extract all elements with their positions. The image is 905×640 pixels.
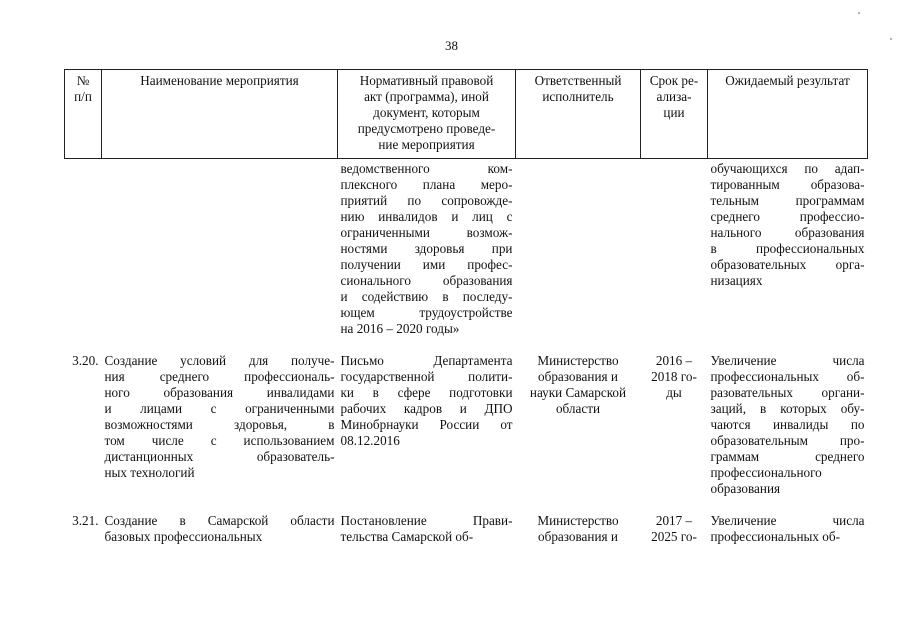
text-line: тельным программам bbox=[710, 193, 865, 208]
text-line: приятий по сопровожде- bbox=[340, 193, 513, 208]
text-line: предусмотрено проведе- bbox=[357, 121, 496, 136]
header-executor bbox=[516, 70, 641, 159]
measures-table bbox=[64, 69, 868, 545]
header-event-name bbox=[102, 70, 338, 159]
text-line: обучающихся по адап- bbox=[710, 161, 865, 176]
text-line: Увеличение числа bbox=[710, 353, 865, 368]
text-line: ния среднего профессиональ- bbox=[104, 369, 335, 384]
text-line: Ответственный bbox=[534, 73, 622, 88]
table-row bbox=[65, 513, 868, 545]
text-line: сионального образования bbox=[340, 273, 513, 288]
text-line: документ, которым bbox=[373, 105, 480, 120]
row-result bbox=[708, 513, 868, 545]
text-line: плексного плана меро- bbox=[340, 177, 513, 192]
row-event-name bbox=[102, 353, 338, 513]
text-line: граммам среднего bbox=[710, 449, 865, 464]
text-line: профессиональных об- bbox=[710, 529, 840, 544]
text-line: 2025 го- bbox=[651, 529, 697, 544]
row-number: 3.21. bbox=[72, 513, 99, 528]
text-line: ограниченными возмож- bbox=[340, 225, 513, 240]
text-line: ции bbox=[663, 105, 685, 120]
header-legal-act bbox=[338, 70, 516, 159]
text-line: низациях bbox=[710, 273, 763, 288]
row-event-name bbox=[102, 513, 338, 545]
header-result bbox=[708, 70, 868, 159]
text-line: среднего профессио- bbox=[710, 209, 865, 224]
row-term bbox=[641, 159, 708, 354]
text-line: Ожидаемый результат bbox=[725, 73, 850, 88]
text-line: ведомственного ком- bbox=[340, 161, 513, 176]
text-line: ностями здоровья при bbox=[340, 241, 513, 256]
text-line: и содействию в последу- bbox=[340, 289, 513, 304]
row-term bbox=[641, 353, 708, 513]
text-line: Постановление Прави- bbox=[340, 513, 513, 528]
text-line: нию инвалидов и лиц с bbox=[340, 209, 513, 224]
text-line: тированным образова- bbox=[710, 177, 865, 192]
row-number: 3.20. bbox=[72, 353, 99, 368]
text-line: образовательных орга- bbox=[710, 257, 865, 272]
text-line: чаются инвалиды по bbox=[710, 417, 865, 432]
text-line: и лицами с ограниченными bbox=[104, 401, 335, 416]
header-term bbox=[641, 70, 708, 159]
text-line: том числе с использованием bbox=[104, 433, 335, 448]
table-row bbox=[65, 159, 868, 354]
table-row bbox=[65, 353, 868, 513]
text-line: области bbox=[555, 401, 601, 416]
row-event-name bbox=[102, 159, 338, 354]
scan-speck bbox=[890, 38, 892, 40]
row-executor bbox=[516, 513, 641, 545]
text-line: образования bbox=[710, 481, 781, 496]
row-result bbox=[708, 353, 868, 513]
text-line: науки Самарской bbox=[529, 385, 627, 400]
row-number bbox=[65, 159, 102, 354]
text-line: Министерство bbox=[537, 513, 619, 528]
text-line: ды bbox=[666, 385, 682, 400]
row-legal-act bbox=[338, 353, 516, 513]
header-number bbox=[65, 70, 102, 159]
text-line: 2018 го- bbox=[651, 369, 697, 384]
text-line: базовых профессиональных bbox=[104, 529, 263, 544]
text-line: 2017 – bbox=[655, 513, 693, 528]
text-line: нального образования bbox=[710, 225, 865, 240]
text-line: Минобрнауки России от bbox=[340, 417, 513, 432]
text-line: Увеличение числа bbox=[710, 513, 865, 528]
text-line: № bbox=[76, 73, 90, 88]
text-line: образования и bbox=[538, 369, 618, 384]
text-line: ки в сфере подготовки bbox=[340, 385, 513, 400]
text-line: государственной полити- bbox=[340, 369, 513, 384]
text-line: профессионального bbox=[710, 465, 822, 480]
text-line: возможностями здоровья, в bbox=[104, 417, 335, 432]
row-legal-act bbox=[338, 513, 516, 545]
text-line: п/п bbox=[74, 89, 92, 104]
text-line: образования и bbox=[538, 529, 618, 544]
text-line: Письмо Департамента bbox=[340, 353, 513, 368]
text-line: дистанционных образователь- bbox=[104, 449, 335, 464]
text-line: в профессиональных bbox=[710, 241, 865, 256]
text-line: ных технологий bbox=[104, 465, 195, 480]
text-line: получении ими профес- bbox=[340, 257, 513, 272]
row-executor bbox=[516, 159, 641, 354]
text-line: акт (программа), иной bbox=[364, 89, 489, 104]
row-executor bbox=[516, 353, 641, 513]
text-line: тельства Самарской об- bbox=[340, 529, 474, 544]
text-line: ние мероприятия bbox=[378, 137, 475, 152]
text-line: профессиональных об- bbox=[710, 369, 865, 384]
text-line: Создание условий для получе- bbox=[104, 353, 335, 368]
text-line: Нормативный правовой bbox=[359, 73, 494, 88]
text-line: заций, в которых обу- bbox=[710, 401, 865, 416]
row-result bbox=[708, 159, 868, 354]
text-line: ного образования инвалидами bbox=[104, 385, 335, 400]
scan-speck bbox=[858, 12, 860, 14]
text-line: 08.12.2016 bbox=[340, 433, 400, 448]
text-line: Срок ре- bbox=[649, 73, 699, 88]
text-line: ализа- bbox=[656, 89, 692, 104]
row-legal-act bbox=[338, 159, 516, 354]
text-line: ющем трудоустройстве bbox=[340, 305, 513, 320]
page-number: 38 bbox=[445, 38, 458, 53]
text-line: исполнитель bbox=[542, 89, 614, 104]
table-header-row bbox=[65, 70, 868, 159]
text-line: 2016 – bbox=[655, 353, 693, 368]
text-line: образовательным про- bbox=[710, 433, 865, 448]
text-line: Наименование мероприятия bbox=[140, 73, 299, 88]
text-line: на 2016 – 2020 годы» bbox=[340, 321, 460, 336]
text-line: рабочих кадров и ДПО bbox=[340, 401, 513, 416]
row-term bbox=[641, 513, 708, 545]
text-line: разовательных органи- bbox=[710, 385, 865, 400]
text-line: Создание в Самарской области bbox=[104, 513, 335, 528]
text-line: Министерство bbox=[537, 353, 619, 368]
